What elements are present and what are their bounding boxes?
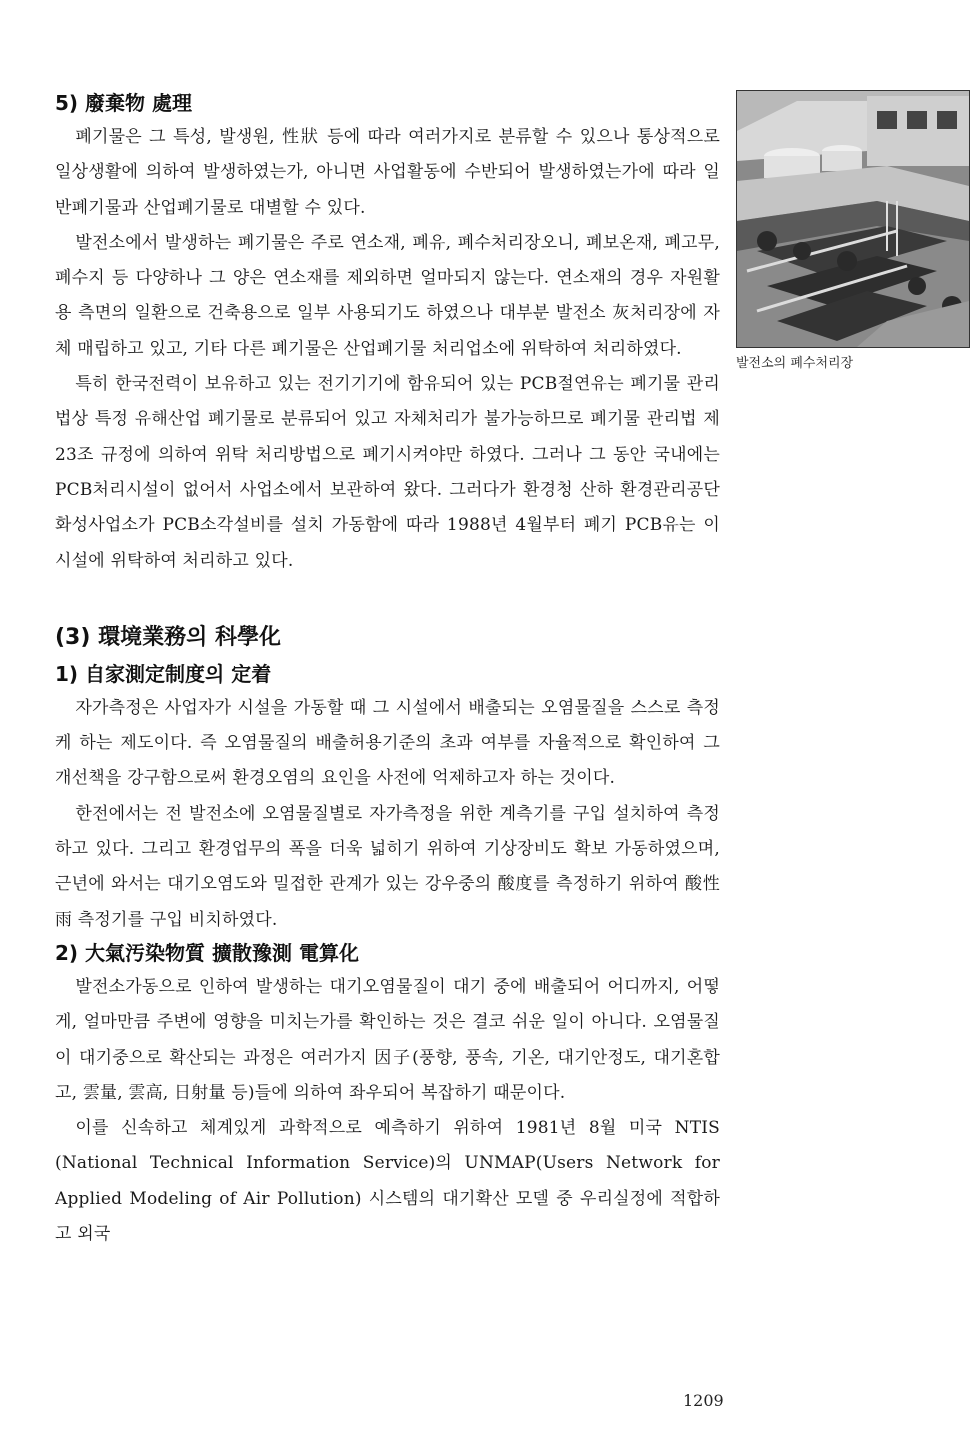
paragraph: 발전소에서 발생하는 폐기물은 주로 연소재, 폐유, 폐수처리장오니, 폐보온재, 폐고무, 폐수지 등 다양하나 그 양은 연소재를 제외하면 얼마되지 않는다. 연소재의 경우 자원활용 측면의 일환으로 건축용으로 일부 사용되기도 하였으나 대부분 발전소 灰처리장에 자체 매립하고 있고, 기타 다른 폐기물은 산업폐기물 처리업소에 위탁하여 처리하였다. [55, 232, 720, 359]
paragraph: 자가측정은 사업자가 시설을 가동할 때 그 시설에서 배출되는 오염물질을 스스로 측정케 하는 제도이다. 즉 오염물질의 배출허용기준의 초과 여부를 자율적으로 확인하여 그 개선책을 강구함으로써 환경오염의 요인을 사전에 억제하고자 하는 것이다. [55, 697, 720, 789]
main-text-column [55, 88, 720, 1252]
wastewater-plant-photo [736, 90, 970, 348]
figure-wastewater-plant [736, 90, 971, 371]
figure-caption: 발전소의 폐수처리장 [736, 356, 854, 371]
subsection-heading-self-measurement: 1) 自家測定制度의 定着 [55, 661, 272, 686]
section-heading-waste: 5) 廢棄物 處理 [55, 91, 192, 115]
paragraph: 발전소가동으로 인하여 발생하는 대기오염물질이 대기 중에 배출되어 어디까지, 어떻게, 얼마만큼 주변에 영향을 미치는가를 확인하는 것은 결코 쉬운 일이 아니다. 오염물질이 대기중으로 확산되는 과정은 여러가지 因子(풍향, 풍속, 기온, 대기안정도, 대기혼합고, 雲量, 雲高, 日射量 등)들에 의하여 좌우되어 복잡하기 때문이다. [55, 976, 720, 1103]
paragraph: 한전에서는 전 발전소에 오염물질별로 자가측정을 위한 계측기를 구입 설치하여 측정하고 있다. 그리고 환경업무의 폭을 더욱 넓히기 위하여 기상장비도 확보 가동하였으며, 근년에 와서는 대기오염도와 밀접한 관계가 있는 강우중의 酸度를 측정하기 위하여 酸性雨 측정기를 구입 비치하였다. [55, 803, 720, 930]
page-number: 1209 [683, 1391, 724, 1410]
subsection-heading-dispersion: 2) 大氣汚染物質 擴散豫測 電算化 [55, 940, 359, 965]
section-heading-environment: (3) 環境業務의 科學化 [55, 624, 281, 650]
paragraph: 이를 신속하고 체계있게 과학적으로 예측하기 위하여 1981년 8월 미국 NTIS (National Technical Information Service)의 UNMAP(Users Network for Applied Modeling of Air Pollution) 시스템의 대기확산 모델 중 우리실정에 적합하고 외국 [55, 1118, 720, 1245]
paragraph: 특히 한국전력이 보유하고 있는 전기기기에 함유되어 있는 PCB절연유는 폐기물 관리법상 특정 유해산업 폐기물로 분류되어 있고 자체처리가 불가능하므로 폐기물 관리법 제23조 규정에 의하여 위탁 처리방법으로 폐기시켜야만 하였다. 그러나 그 동안 국내에는 PCB처리시설이 없어서 사업소에서 보관하여 왔다. 그러다가 환경청 산하 환경관리공단 화성사업소가 PCB소각설비를 설치 가동함에 따라 1988년 4월부터 폐기 PCB유는 이 시설에 위탁하여 처리하고 있다. [55, 374, 720, 571]
section-gap [55, 579, 720, 621]
paragraph: 폐기물은 그 특성, 발생원, 性狀 등에 따라 여러가지로 분류할 수 있으나 통상적으로 일상생활에 의하여 발생하였는가, 아니면 사업활동에 수반되어 발생하였는가에 따라 일반폐기물과 산업폐기물로 대별할 수 있다. [55, 127, 720, 218]
